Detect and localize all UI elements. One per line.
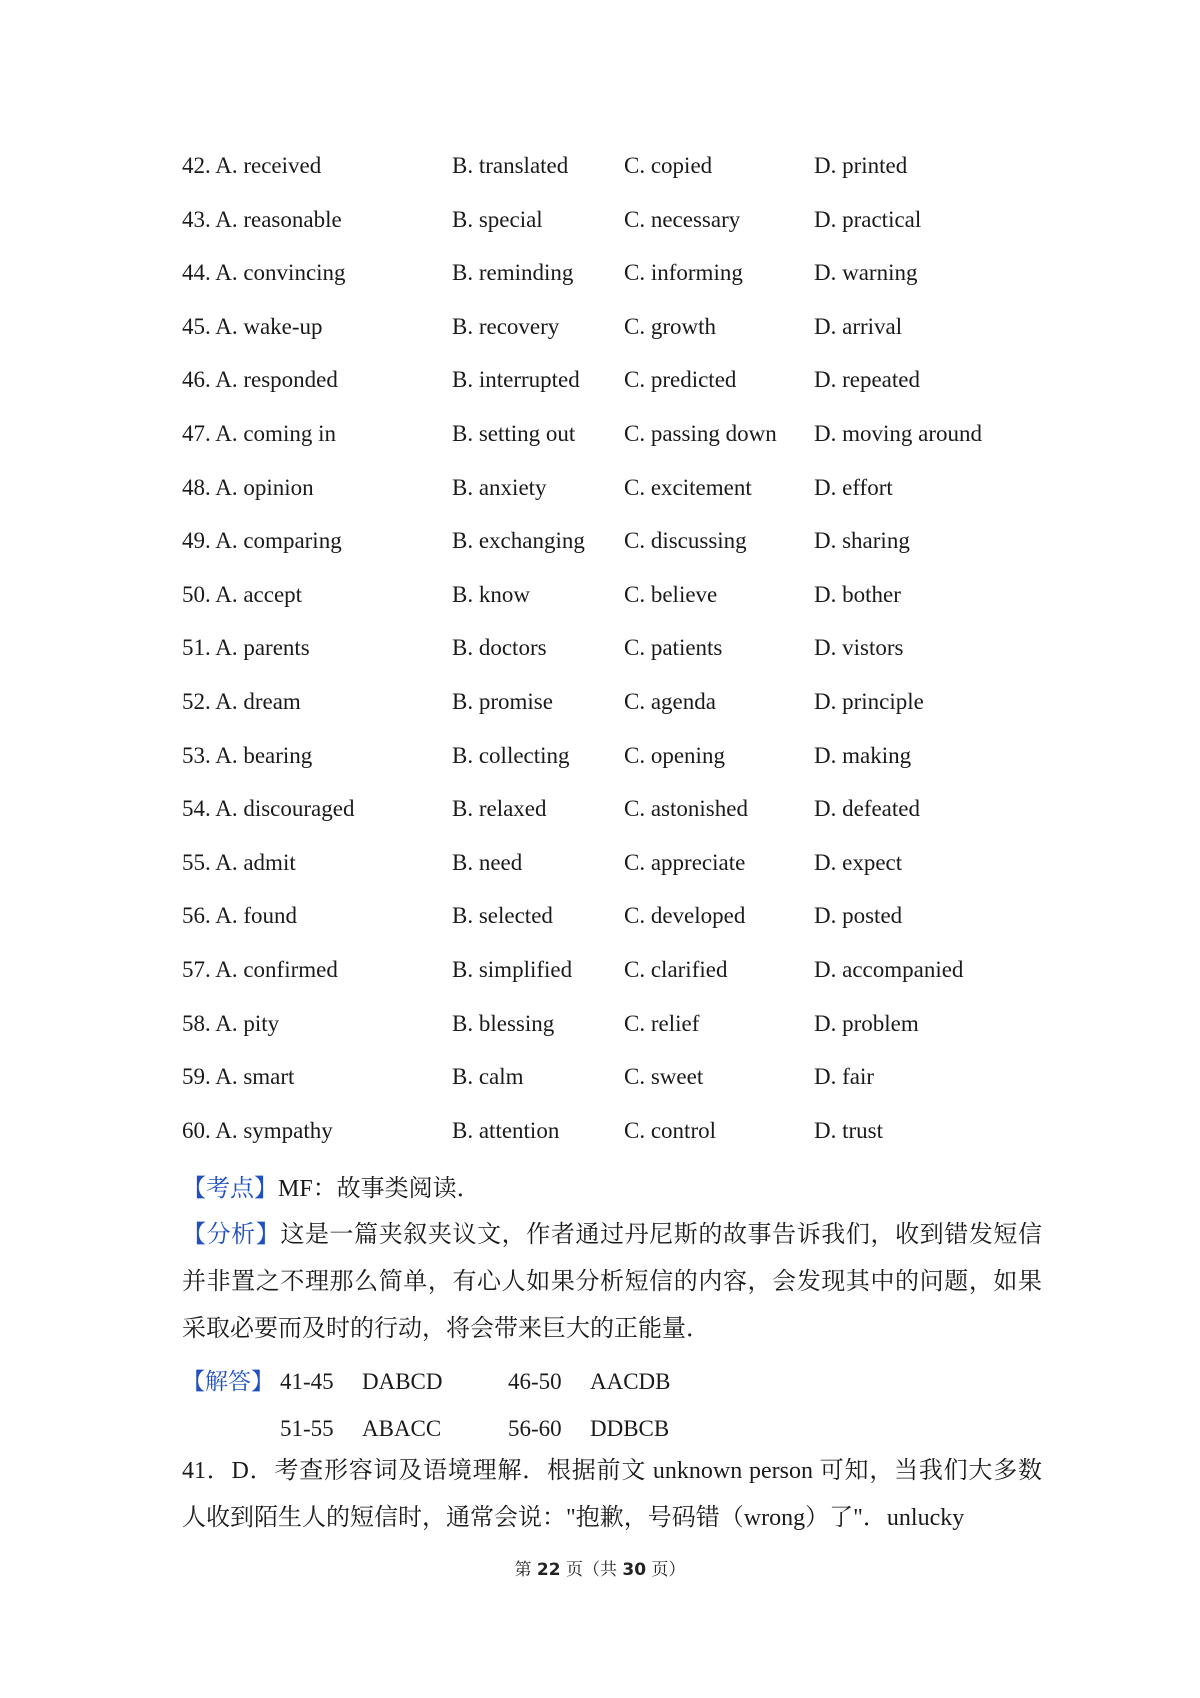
- option-b: B. selected: [452, 903, 553, 929]
- jieda-answers: DDBCB: [590, 1416, 670, 1441]
- option-row: [182, 258, 1042, 312]
- q41-text: 41．D．考查形容词及语境理解．根据前文 unknown person 可知，当我们大多数人收到陌生人的短信时，通常会说："抱歉，号码错（wrong）了"．unlucky: [182, 1458, 1042, 1531]
- option-c: C. appreciate: [624, 849, 746, 875]
- option-a-text: A. accept: [215, 581, 303, 607]
- option-c: C. necessary: [624, 206, 741, 232]
- option-d: D. repeated: [814, 367, 920, 393]
- option-d: D. fair: [814, 1064, 875, 1090]
- question-number: 50.: [182, 581, 211, 607]
- option-a: [182, 365, 338, 395]
- option-a-text: A. opinion: [215, 474, 314, 500]
- option-a-text: A. smart: [215, 1064, 295, 1090]
- fenxi-tag: 【分析】: [182, 1222, 281, 1248]
- option-a: [182, 848, 296, 878]
- option-a-text: A. convincing: [215, 260, 346, 286]
- option-c: C. growth: [624, 313, 716, 339]
- option-a: [182, 312, 323, 342]
- option-a-text: A. found: [215, 903, 298, 929]
- option-b: B. interrupted: [452, 367, 580, 393]
- footer-suffix: 页）: [646, 1560, 686, 1580]
- option-row: [182, 312, 1042, 366]
- option-d: D. problem: [814, 1010, 919, 1036]
- q41-explanation: [182, 1448, 1042, 1542]
- option-a: [182, 794, 354, 824]
- option-a-text: A. pity: [215, 1010, 280, 1036]
- option-b: B. blessing: [452, 1010, 555, 1036]
- option-a: [182, 687, 301, 717]
- option-b: B. simplified: [452, 956, 573, 982]
- option-c: C. opening: [624, 742, 725, 768]
- option-row: [182, 687, 1042, 741]
- option-a-text: A. confirmed: [215, 956, 338, 982]
- question-number: 51.: [182, 635, 211, 661]
- option-b: B. promise: [452, 688, 553, 714]
- option-b: B. doctors: [452, 635, 547, 661]
- option-row: [182, 151, 1042, 205]
- question-number: 57.: [182, 956, 211, 982]
- option-c: C. clarified: [624, 956, 728, 982]
- option-b: B. translated: [452, 153, 569, 178]
- option-a: [182, 1116, 333, 1146]
- question-number: 56.: [182, 903, 211, 929]
- option-a: [182, 741, 312, 771]
- option-c: C. relief: [624, 1010, 700, 1036]
- option-row: [182, 526, 1042, 580]
- option-b: B. collecting: [452, 742, 570, 768]
- question-number: 47.: [182, 420, 211, 446]
- option-d: D. warning: [814, 260, 918, 286]
- question-number: 59.: [182, 1064, 211, 1090]
- option-d: D. trust: [814, 1117, 883, 1143]
- question-number: 44.: [182, 260, 211, 286]
- option-d: D. arrival: [814, 313, 903, 339]
- question-number: 48.: [182, 474, 211, 500]
- footer-mid: 页（共: [560, 1560, 623, 1580]
- option-b: B. anxiety: [452, 474, 547, 500]
- option-a-text: A. coming in: [215, 420, 336, 446]
- option-b: B. calm: [452, 1064, 524, 1090]
- question-number: 42.: [182, 153, 211, 178]
- option-b: B. setting out: [452, 420, 576, 446]
- question-number: 43.: [182, 206, 211, 232]
- question-number: 53.: [182, 742, 211, 768]
- question-number: 52.: [182, 688, 211, 714]
- jieda-answers: ABACC: [362, 1416, 442, 1441]
- option-c: C. informing: [624, 260, 743, 286]
- option-a: [182, 258, 346, 288]
- option-b: B. special: [452, 206, 543, 232]
- kaodian-line: [182, 1166, 1042, 1213]
- footer-prefix: 第: [514, 1560, 537, 1580]
- option-a: [182, 1009, 279, 1039]
- option-d: D. making: [814, 742, 912, 768]
- fenxi-paragraph: [182, 1212, 1042, 1353]
- option-c: C. predicted: [624, 367, 737, 393]
- option-a-text: A. wake-up: [215, 313, 323, 339]
- jieda-line-1: [182, 1367, 274, 1397]
- jieda-range: 41-45: [280, 1369, 334, 1394]
- question-number: 46.: [182, 367, 211, 393]
- option-b: B. reminding: [452, 260, 574, 286]
- option-d: D. practical: [814, 206, 922, 232]
- option-c: C. believe: [624, 581, 718, 607]
- option-a-text: A. reasonable: [215, 206, 342, 232]
- option-c: C. agenda: [624, 688, 716, 714]
- option-row: [182, 901, 1042, 955]
- option-row: [182, 205, 1042, 259]
- question-number: 58.: [182, 1010, 211, 1036]
- option-row: [182, 580, 1042, 634]
- question-number: 45.: [182, 313, 211, 339]
- jieda-tag: 【解答】: [182, 1369, 274, 1394]
- question-number: 49.: [182, 528, 211, 554]
- option-row: [182, 419, 1042, 473]
- option-c: C. astonished: [624, 796, 748, 822]
- option-d: D. moving around: [814, 420, 983, 446]
- page-footer: [0, 1555, 1200, 1580]
- option-b: B. know: [452, 581, 530, 607]
- option-c: C. control: [624, 1117, 716, 1143]
- option-a-text: A. dream: [215, 688, 301, 714]
- option-b: B. recovery: [452, 313, 560, 339]
- option-d: D. vistors: [814, 635, 904, 661]
- option-d: D. posted: [814, 903, 903, 929]
- jieda-range: 46-50: [508, 1369, 562, 1394]
- jieda-range: 51-55: [280, 1416, 334, 1441]
- option-a: [182, 151, 321, 181]
- option-a-text: A. parents: [215, 635, 310, 661]
- footer-page-number: 22: [536, 1560, 561, 1580]
- option-b: B. relaxed: [452, 796, 547, 822]
- option-a: [182, 901, 297, 931]
- option-c: C. patients: [624, 635, 723, 661]
- option-row: [182, 848, 1042, 902]
- option-c: C. copied: [624, 153, 713, 178]
- option-d: D. defeated: [814, 796, 920, 822]
- question-number: 60.: [182, 1117, 211, 1143]
- option-a-text: A. discouraged: [215, 796, 355, 822]
- option-a: [182, 419, 336, 449]
- option-b: B. attention: [452, 1117, 560, 1143]
- option-a-text: A. comparing: [215, 528, 342, 554]
- option-a-text: A. admit: [215, 849, 296, 875]
- option-d: D. printed: [814, 153, 908, 178]
- option-row: [182, 473, 1042, 527]
- option-a: [182, 955, 338, 985]
- option-a: [182, 633, 310, 663]
- option-row: [182, 1009, 1042, 1063]
- option-d: D. sharing: [814, 528, 910, 554]
- option-a: [182, 526, 342, 556]
- option-row: [182, 741, 1042, 795]
- option-a-text: A. sympathy: [215, 1117, 333, 1143]
- option-a-text: A. bearing: [215, 742, 313, 768]
- jieda-answers: DABCD: [362, 1369, 443, 1394]
- option-c: C. discussing: [624, 528, 747, 554]
- fenxi-text: 这是一篇夹叙夹议文，作者通过丹尼斯的故事告诉我们，收到错发短信并非置之不理那么简单，有心人如果分析短信的内容，会发现其中的问题，如果采取必要而及时的行动，将会带来巨大的正能量．: [182, 1222, 1043, 1342]
- option-a: [182, 580, 302, 610]
- option-a: [182, 473, 314, 503]
- option-d: D. accompanied: [814, 956, 964, 982]
- option-c: C. sweet: [624, 1064, 704, 1090]
- option-row: [182, 1116, 1042, 1170]
- option-row: [182, 955, 1042, 1009]
- question-number: 54.: [182, 796, 211, 822]
- option-a-text: A. responded: [215, 367, 338, 393]
- option-a-text: A. received: [215, 153, 322, 178]
- option-d: D. principle: [814, 688, 924, 714]
- option-d: D. expect: [814, 849, 903, 875]
- option-b: B. exchanging: [452, 528, 585, 554]
- question-number: 55.: [182, 849, 211, 875]
- kaodian-text: MF：故事类阅读．: [278, 1176, 481, 1202]
- option-row: [182, 1062, 1042, 1116]
- jieda-range: 56-60: [508, 1416, 562, 1441]
- option-d: D. bother: [814, 581, 901, 607]
- options-list: [182, 151, 1042, 1169]
- option-b: B. need: [452, 849, 523, 875]
- option-d: D. effort: [814, 474, 893, 500]
- kaodian-tag: 【考点】: [182, 1176, 278, 1202]
- option-row: [182, 633, 1042, 687]
- option-c: C. excitement: [624, 474, 752, 500]
- option-a: [182, 205, 342, 235]
- option-row: [182, 794, 1042, 848]
- option-a: [182, 1062, 294, 1092]
- option-c: C. developed: [624, 903, 746, 929]
- option-c: C. passing down: [624, 420, 777, 446]
- option-row: [182, 365, 1042, 419]
- footer-total-pages: 30: [622, 1560, 647, 1580]
- jieda-answers: AACDB: [590, 1369, 671, 1394]
